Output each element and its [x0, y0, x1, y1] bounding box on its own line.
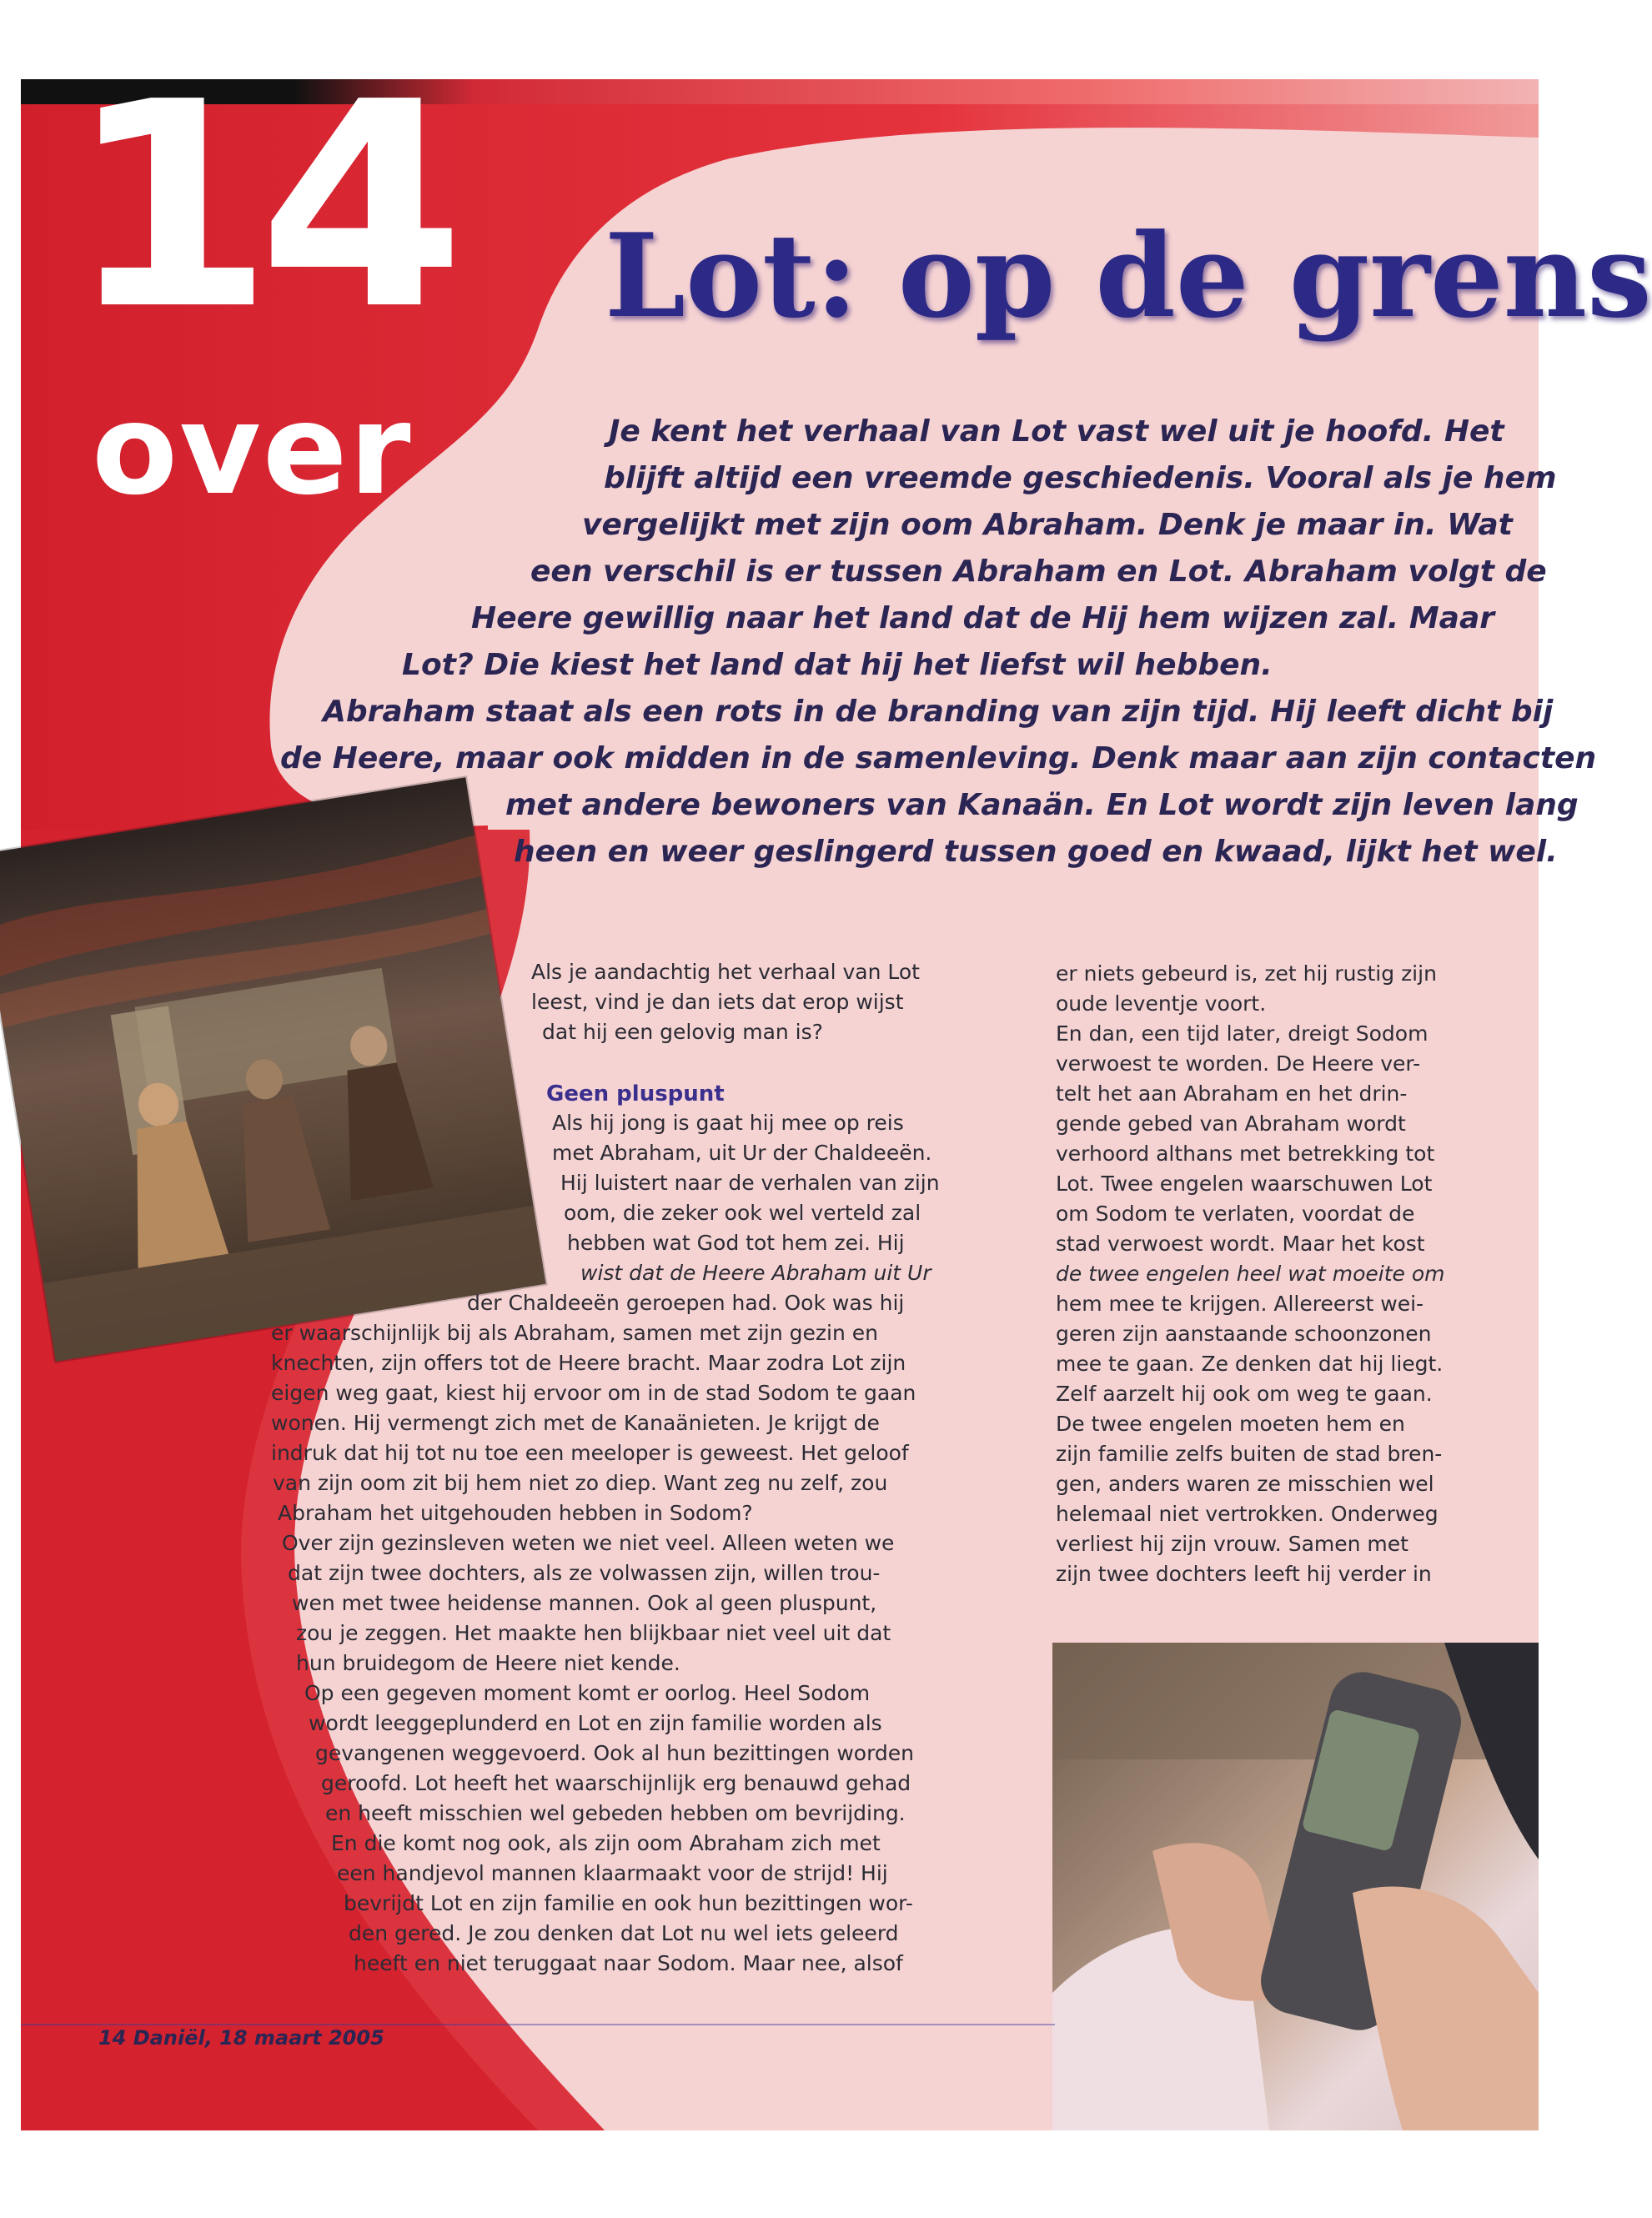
body-line: Over zijn gezinsleven weten we niet veel. Alleen weten we: [282, 1531, 895, 1555]
intro-line: Lot? Die kiest het land dat hij het liefst wil hebben.: [402, 648, 1273, 682]
body-line: De twee engelen moeten hem en: [1056, 1412, 1405, 1436]
body-line: zijn twee dochters leeft hij verder in: [1056, 1562, 1432, 1586]
body-line: zijn familie zelfs buiten de stad bren-: [1056, 1442, 1443, 1466]
body-line: En dan, een tijd later, dreigt Sodom: [1056, 1021, 1429, 1046]
body-line: oom, die zeker ook wel verteld zal: [564, 1201, 921, 1225]
body-line: verhoord althans met betrekking tot: [1056, 1142, 1435, 1166]
body-line: Lot. Twee engelen waarschuwen Lot: [1056, 1172, 1433, 1196]
intro-line: met andere bewoners van Kanaän. En Lot wordt zijn leven lang: [505, 788, 1579, 822]
body-line: verliest hij zijn vrouw. Samen met: [1056, 1532, 1408, 1556]
body-line: zou je zeggen. Het maakte hen blijkbaar niet veel uit dat: [296, 1621, 891, 1645]
body-line: mee te gaan. Ze denken dat hij liegt.: [1056, 1352, 1444, 1376]
body-line: oude leventje voort.: [1056, 991, 1267, 1016]
over-label: over: [92, 378, 413, 523]
body-line: dat hij een gelovig man is?: [542, 1020, 823, 1044]
body-line: wist dat de Heere Abraham uit Ur: [580, 1261, 931, 1285]
body-line: Hij luistert naar de verhalen van zijn: [560, 1171, 940, 1195]
body-line: dat zijn twee dochters, als ze volwassen zijn, willen trou-: [288, 1561, 881, 1585]
issue-number: 14: [67, 42, 450, 372]
body-line: heeft en niet teruggaat naar Sodom. Maar nee, alsof: [354, 1951, 903, 1975]
body-line: eigen weg gaat, kiest hij ervoor om in de stad Sodom te gaan: [271, 1381, 916, 1405]
body-line: gevangenen weggevoerd. Ook al hun bezittingen worden: [315, 1741, 915, 1765]
body-line: gende gebed van Abraham wordt: [1056, 1112, 1406, 1136]
phone-in-hands-photo: [1052, 1643, 1539, 2130]
body-line: hem mee te krijgen. Allereerst wei-: [1056, 1292, 1424, 1316]
body-line: En die komt nog ook, als zijn oom Abraham zich met: [331, 1831, 881, 1855]
body-line: wordt leeggeplunderd en Lot en zijn familie worden als: [309, 1711, 882, 1735]
body-line: bevrijdt Lot en zijn familie en ook hun bezittingen wor-: [344, 1891, 913, 1915]
body-line: wonen. Hij vermengt zich met de Kanaänieten. Je krijgt de: [271, 1411, 880, 1435]
intro-line: Heere gewillig naar het land dat de Hij hem wijzen zal. Maar: [471, 601, 1495, 635]
body-line: hun bruidegom de Heere niet kende.: [296, 1651, 680, 1675]
body-line: geren zijn aanstaande schoonzonen: [1056, 1322, 1432, 1346]
body-line: wen met twee heidense mannen. Ook al geen pluspunt,: [292, 1591, 877, 1615]
body-line: een handjevol mannen klaarmaakt voor de strijd! Hij: [337, 1861, 888, 1885]
section-subheading: Geen pluspunt: [546, 1081, 725, 1106]
body-line: indruk dat hij tot nu toe een meeloper is geweest. Het geloof: [271, 1441, 909, 1465]
body-line: om Sodom te verlaten, voordat de: [1056, 1202, 1415, 1226]
body-line: helemaal niet vertrokken. Onderweg: [1056, 1502, 1439, 1526]
page-footer: 14 Daniël, 18 maart 2005: [98, 2026, 384, 2050]
body-line: der Chaldeeën geroepen had. Ook was hij: [467, 1291, 905, 1315]
body-line: gen, anders waren ze misschien wel: [1056, 1472, 1434, 1496]
painting-photo-fleeing-sodom: [0, 777, 545, 1362]
body-line: geroofd. Lot heeft het waarschijnlijk erg benauwd gehad: [321, 1771, 911, 1795]
body-line: Abraham het uitgehouden hebben in Sodom?: [278, 1501, 753, 1525]
body-line: telt het aan Abraham en het drin-: [1056, 1081, 1408, 1106]
body-line: Als je aandachtig het verhaal van Lot: [531, 960, 920, 984]
body-line: Als hij jong is gaat hij mee op reis: [552, 1111, 904, 1135]
intro-line: heen en weer geslingerd tussen goed en kwaad, lijkt het wel.: [514, 835, 1558, 869]
intro-line: vergelijkt met zijn oom Abraham. Denk je maar in. Wat: [582, 508, 1513, 542]
intro-line: de Heere, maar ook midden in de samenleving. Denk maar aan zijn contacten: [280, 741, 1597, 775]
body-line: de twee engelen heel wat moeite om: [1056, 1262, 1445, 1286]
body-line: den gered. Je zou denken dat Lot nu wel iets geleerd: [349, 1921, 899, 1945]
intro-line: Abraham staat als een rots in de branding van zijn tijd. Hij leeft dicht bij: [323, 695, 1554, 729]
body-line: leest, vind je dan iets dat erop wijst: [531, 990, 904, 1014]
body-line: knechten, zijn offers tot de Heere bracht. Maar zodra Lot zijn: [271, 1351, 906, 1375]
body-line: verwoest te worden. De Heere ver-: [1056, 1051, 1421, 1076]
intro-line: blijft altijd een vreemde geschiedenis. Vooral als je hem: [604, 461, 1557, 495]
body-line: er niets gebeurd is, zet hij rustig zijn: [1056, 961, 1437, 986]
body-line: van zijn oom zit bij hem niet zo diep. Want zeg nu zelf, zou: [273, 1471, 888, 1495]
body-line: stad verwoest wordt. Maar het kost: [1056, 1232, 1425, 1256]
body-line: hebben wat God tot hem zei. Hij: [567, 1231, 905, 1255]
article-title: Lot: op de grens: [605, 208, 1652, 344]
intro-line: Je kent het verhaal van Lot vast wel uit je hoofd. Het: [609, 414, 1504, 449]
body-line: met Abraham, uit Ur der Chaldeeën.: [552, 1141, 932, 1165]
body-line: en heeft misschien wel gebeden hebben om bevrijding.: [325, 1801, 906, 1825]
body-line: Zelf aarzelt hij ook om weg te gaan.: [1056, 1382, 1433, 1406]
body-line: Op een gegeven moment komt er oorlog. Heel Sodom: [304, 1681, 871, 1705]
body-line: er waarschijnlijk bij als Abraham, samen met zijn gezin en: [271, 1321, 879, 1345]
intro-line: een verschil is er tussen Abraham en Lot. Abraham volgt de: [530, 554, 1547, 589]
footer-rule: [21, 2024, 1055, 2025]
